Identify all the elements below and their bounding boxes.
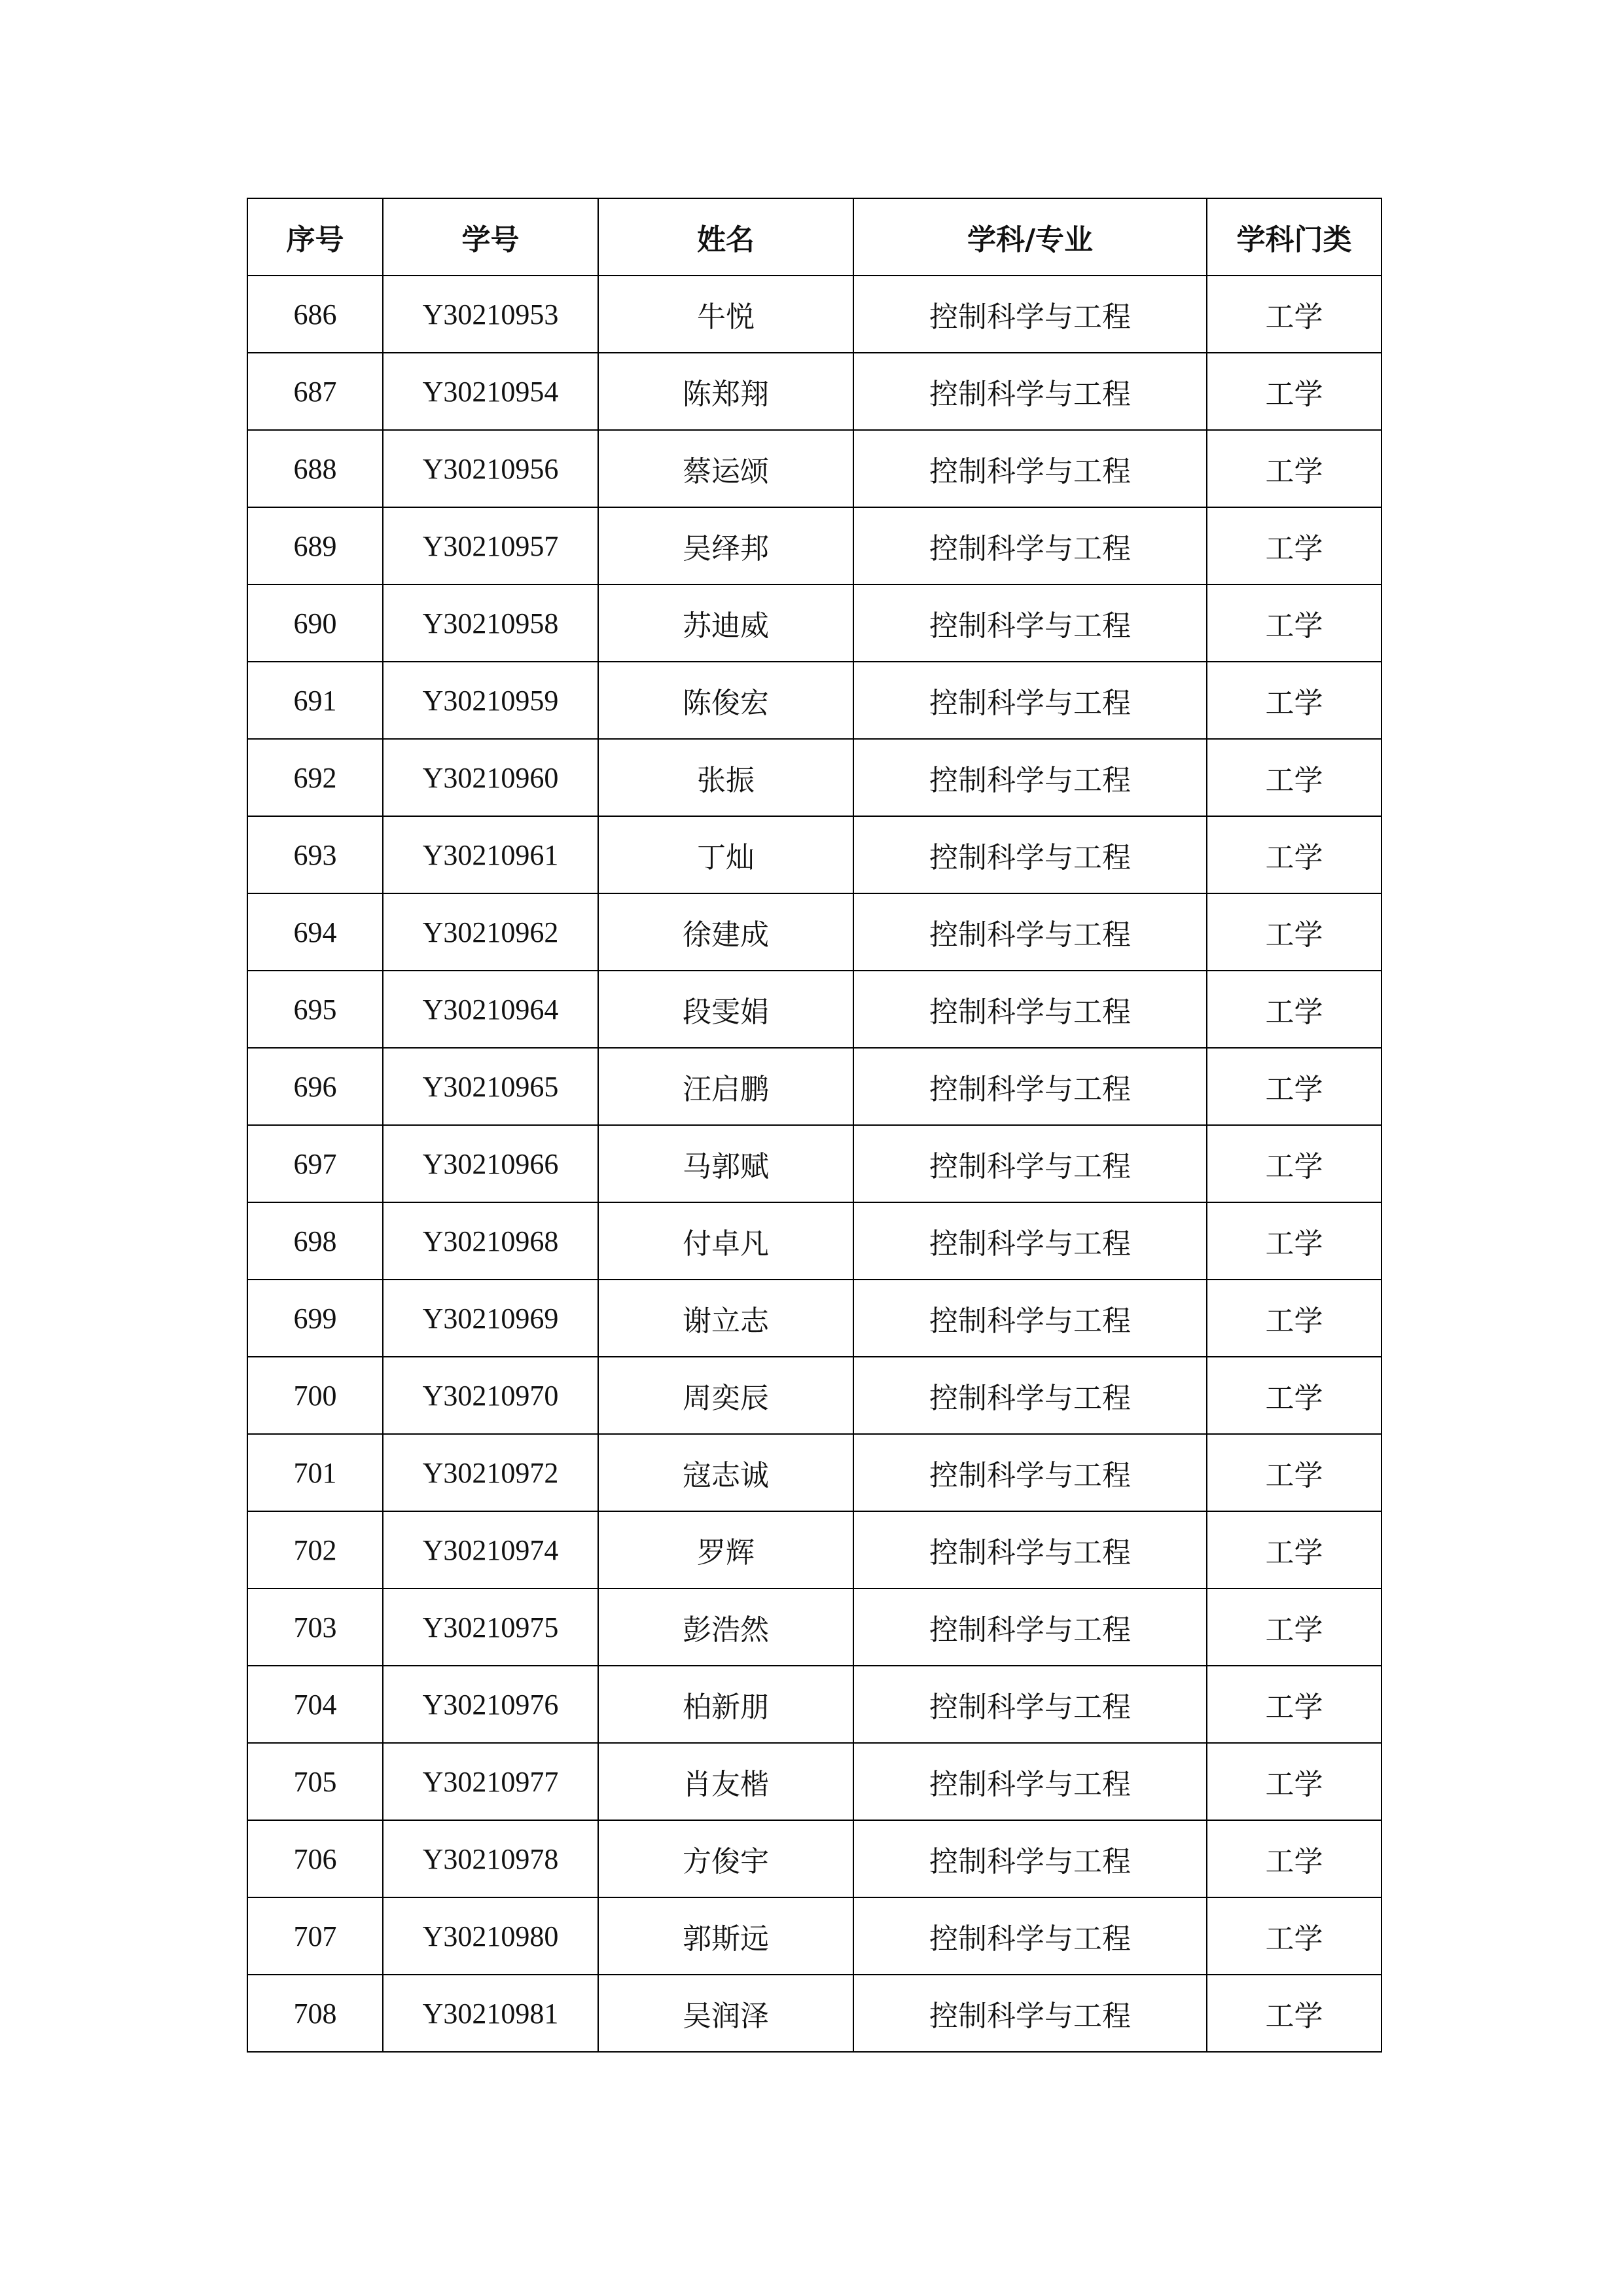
- header-index: 序号: [247, 198, 383, 276]
- cell-name: 段雯娟: [598, 971, 853, 1048]
- cell-student-id: Y30210958: [383, 584, 598, 662]
- cell-student-id: Y30210968: [383, 1202, 598, 1280]
- table-row: [247, 739, 1382, 816]
- table-row: [247, 1897, 1382, 1975]
- header-row: [247, 198, 1382, 276]
- cell-index: 701: [247, 1434, 383, 1511]
- table-row: [247, 1588, 1382, 1666]
- cell-name: 吴润泽: [598, 1975, 853, 2052]
- cell-name: 周奕辰: [598, 1357, 853, 1434]
- cell-name: 丁灿: [598, 816, 853, 893]
- table-row: [247, 353, 1382, 430]
- cell-category: 工学: [1207, 1125, 1382, 1202]
- cell-name: 柏新朋: [598, 1666, 853, 1743]
- cell-student-id: Y30210964: [383, 971, 598, 1048]
- cell-major: 控制科学与工程: [853, 1202, 1207, 1280]
- cell-major: 控制科学与工程: [853, 1820, 1207, 1897]
- table-row: [247, 893, 1382, 971]
- cell-category: 工学: [1207, 1975, 1382, 2052]
- cell-student-id: Y30210965: [383, 1048, 598, 1125]
- cell-index: 691: [247, 662, 383, 739]
- cell-category: 工学: [1207, 816, 1382, 893]
- cell-name: 张振: [598, 739, 853, 816]
- cell-category: 工学: [1207, 1820, 1382, 1897]
- cell-student-id: Y30210969: [383, 1280, 598, 1357]
- cell-name: 苏迪威: [598, 584, 853, 662]
- cell-major: 控制科学与工程: [853, 353, 1207, 430]
- cell-category: 工学: [1207, 507, 1382, 584]
- cell-name: 吴绎邦: [598, 507, 853, 584]
- cell-category: 工学: [1207, 276, 1382, 353]
- table-row: [247, 276, 1382, 353]
- cell-student-id: Y30210981: [383, 1975, 598, 2052]
- cell-category: 工学: [1207, 971, 1382, 1048]
- cell-index: 692: [247, 739, 383, 816]
- cell-index: 695: [247, 971, 383, 1048]
- student-roster-table: [247, 198, 1382, 2053]
- header-category: 学科门类: [1207, 198, 1382, 276]
- cell-student-id: Y30210975: [383, 1588, 598, 1666]
- document-page: [247, 198, 1381, 2053]
- cell-student-id: Y30210956: [383, 430, 598, 507]
- cell-category: 工学: [1207, 1588, 1382, 1666]
- cell-student-id: Y30210961: [383, 816, 598, 893]
- cell-category: 工学: [1207, 1280, 1382, 1357]
- cell-student-id: Y30210962: [383, 893, 598, 971]
- cell-name: 徐建成: [598, 893, 853, 971]
- table-row: [247, 1280, 1382, 1357]
- cell-major: 控制科学与工程: [853, 662, 1207, 739]
- cell-category: 工学: [1207, 584, 1382, 662]
- table-row: [247, 662, 1382, 739]
- cell-name: 谢立志: [598, 1280, 853, 1357]
- cell-index: 687: [247, 353, 383, 430]
- cell-category: 工学: [1207, 1048, 1382, 1125]
- cell-index: 693: [247, 816, 383, 893]
- cell-major: 控制科学与工程: [853, 1666, 1207, 1743]
- table-row: [247, 1048, 1382, 1125]
- table-row: [247, 1820, 1382, 1897]
- cell-name: 罗辉: [598, 1511, 853, 1588]
- table-row: [247, 971, 1382, 1048]
- cell-major: 控制科学与工程: [853, 1357, 1207, 1434]
- cell-index: 689: [247, 507, 383, 584]
- cell-index: 704: [247, 1666, 383, 1743]
- cell-name: 付卓凡: [598, 1202, 853, 1280]
- cell-name: 牛悦: [598, 276, 853, 353]
- cell-major: 控制科学与工程: [853, 1125, 1207, 1202]
- cell-name: 寇志诚: [598, 1434, 853, 1511]
- cell-category: 工学: [1207, 1897, 1382, 1975]
- cell-name: 彭浩然: [598, 1588, 853, 1666]
- cell-student-id: Y30210960: [383, 739, 598, 816]
- table-row: [247, 1666, 1382, 1743]
- cell-index: 706: [247, 1820, 383, 1897]
- cell-student-id: Y30210966: [383, 1125, 598, 1202]
- cell-name: 马郭赋: [598, 1125, 853, 1202]
- cell-category: 工学: [1207, 662, 1382, 739]
- cell-major: 控制科学与工程: [853, 276, 1207, 353]
- cell-student-id: Y30210953: [383, 276, 598, 353]
- cell-student-id: Y30210957: [383, 507, 598, 584]
- header-major: 学科/专业: [853, 198, 1207, 276]
- table-row: [247, 584, 1382, 662]
- cell-student-id: Y30210977: [383, 1743, 598, 1820]
- table-row: [247, 507, 1382, 584]
- table-row: [247, 1511, 1382, 1588]
- table-row: [247, 1434, 1382, 1511]
- cell-major: 控制科学与工程: [853, 971, 1207, 1048]
- cell-index: 696: [247, 1048, 383, 1125]
- cell-category: 工学: [1207, 430, 1382, 507]
- cell-student-id: Y30210978: [383, 1820, 598, 1897]
- cell-category: 工学: [1207, 739, 1382, 816]
- cell-index: 708: [247, 1975, 383, 2052]
- table-row: [247, 1357, 1382, 1434]
- cell-index: 702: [247, 1511, 383, 1588]
- cell-index: 690: [247, 584, 383, 662]
- cell-index: 688: [247, 430, 383, 507]
- cell-major: 控制科学与工程: [853, 430, 1207, 507]
- cell-major: 控制科学与工程: [853, 1975, 1207, 2052]
- cell-category: 工学: [1207, 893, 1382, 971]
- table-body: [247, 276, 1382, 2052]
- cell-category: 工学: [1207, 1666, 1382, 1743]
- table-header: [247, 198, 1382, 276]
- cell-major: 控制科学与工程: [853, 1897, 1207, 1975]
- cell-name: 方俊宇: [598, 1820, 853, 1897]
- header-name: 姓名: [598, 198, 853, 276]
- table-row: [247, 430, 1382, 507]
- cell-name: 蔡运颂: [598, 430, 853, 507]
- table-row: [247, 1202, 1382, 1280]
- cell-major: 控制科学与工程: [853, 816, 1207, 893]
- cell-major: 控制科学与工程: [853, 1743, 1207, 1820]
- cell-major: 控制科学与工程: [853, 1434, 1207, 1511]
- cell-index: 703: [247, 1588, 383, 1666]
- cell-category: 工学: [1207, 1202, 1382, 1280]
- cell-major: 控制科学与工程: [853, 584, 1207, 662]
- cell-major: 控制科学与工程: [853, 1511, 1207, 1588]
- cell-student-id: Y30210959: [383, 662, 598, 739]
- cell-major: 控制科学与工程: [853, 893, 1207, 971]
- cell-major: 控制科学与工程: [853, 739, 1207, 816]
- cell-name: 陈俊宏: [598, 662, 853, 739]
- header-student-id: 学号: [383, 198, 598, 276]
- cell-category: 工学: [1207, 1511, 1382, 1588]
- cell-name: 汪启鹏: [598, 1048, 853, 1125]
- cell-student-id: Y30210976: [383, 1666, 598, 1743]
- cell-category: 工学: [1207, 353, 1382, 430]
- cell-student-id: Y30210954: [383, 353, 598, 430]
- cell-student-id: Y30210974: [383, 1511, 598, 1588]
- cell-name: 陈郑翔: [598, 353, 853, 430]
- table-row: [247, 816, 1382, 893]
- cell-index: 699: [247, 1280, 383, 1357]
- cell-major: 控制科学与工程: [853, 1048, 1207, 1125]
- cell-index: 694: [247, 893, 383, 971]
- table-row: [247, 1125, 1382, 1202]
- cell-category: 工学: [1207, 1743, 1382, 1820]
- cell-name: 肖友楷: [598, 1743, 853, 1820]
- cell-major: 控制科学与工程: [853, 507, 1207, 584]
- cell-index: 697: [247, 1125, 383, 1202]
- cell-category: 工学: [1207, 1434, 1382, 1511]
- cell-student-id: Y30210972: [383, 1434, 598, 1511]
- cell-major: 控制科学与工程: [853, 1588, 1207, 1666]
- table-row: [247, 1743, 1382, 1820]
- cell-student-id: Y30210970: [383, 1357, 598, 1434]
- cell-category: 工学: [1207, 1357, 1382, 1434]
- cell-index: 700: [247, 1357, 383, 1434]
- cell-index: 705: [247, 1743, 383, 1820]
- cell-index: 707: [247, 1897, 383, 1975]
- cell-index: 698: [247, 1202, 383, 1280]
- cell-major: 控制科学与工程: [853, 1280, 1207, 1357]
- cell-index: 686: [247, 276, 383, 353]
- cell-student-id: Y30210980: [383, 1897, 598, 1975]
- cell-name: 郭斯远: [598, 1897, 853, 1975]
- table-row: [247, 1975, 1382, 2052]
